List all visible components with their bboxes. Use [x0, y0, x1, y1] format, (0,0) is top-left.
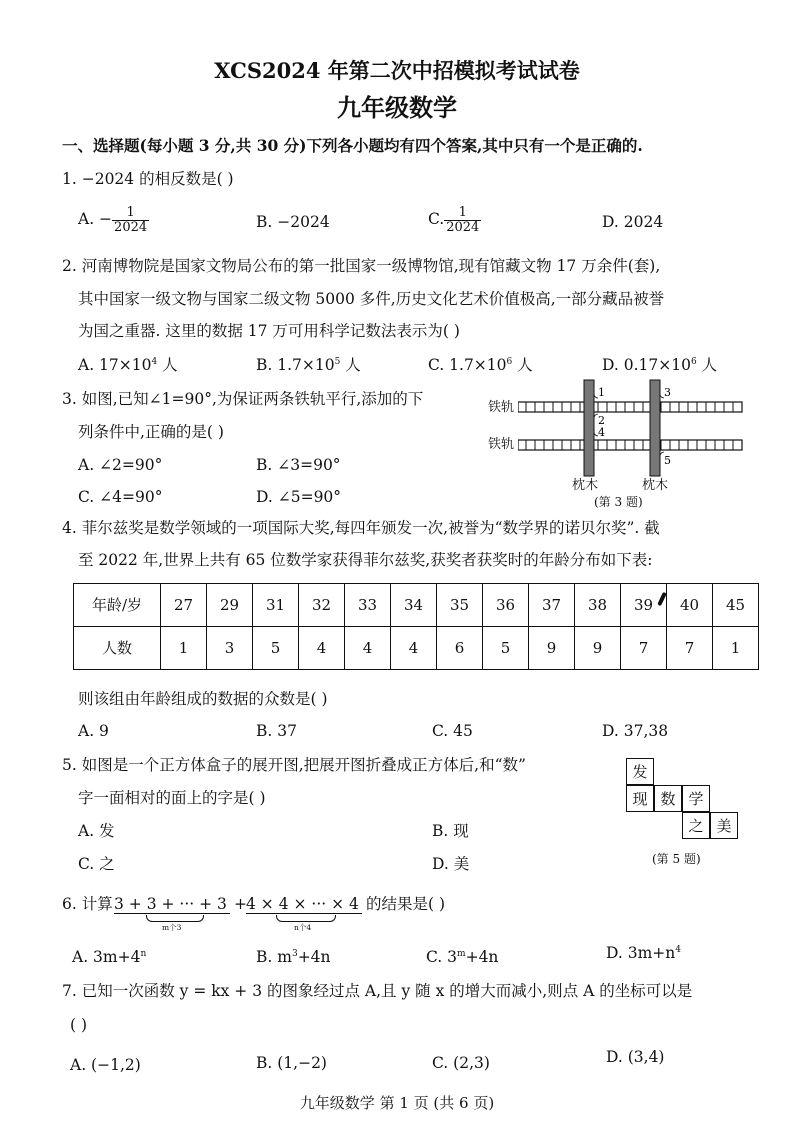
- sleeper-right: [650, 380, 660, 476]
- q5-option-d: D. 美: [432, 855, 470, 873]
- q4-question: 则该组由年龄组成的数据的众数是( ): [78, 690, 328, 708]
- q6-option-d: D. $3m+n^4$: [606, 944, 681, 962]
- net-cell-shu: 数: [654, 785, 682, 812]
- exam-title: XCS2024 年第二次中招模拟考试试卷: [214, 58, 580, 83]
- q6-sum-brace: [146, 915, 204, 922]
- q7-line2: ( ): [70, 1016, 88, 1034]
- table-header-age: 年龄/岁: [74, 584, 161, 627]
- q6-prod-count: n个4: [294, 923, 312, 932]
- table-row-count: [74, 627, 759, 670]
- angle-label-3: 3: [664, 386, 671, 399]
- q2-line3: 为国之重器. 这里的数据 17 万可用科学记数法表示为( ): [78, 322, 460, 340]
- table-cell: 32: [299, 584, 345, 627]
- q3-option-b: B. ∠3=90°: [256, 456, 341, 474]
- q4-option-b: B. 37: [256, 722, 297, 740]
- q2-line1: 2. 河南博物院是国家文物局公布的第一批国家一级博物馆,现有馆藏文物 17 万余件(套),: [62, 257, 661, 275]
- table-cell: 4: [345, 627, 391, 670]
- sleeper-label-right: 枕木: [642, 478, 669, 493]
- q1-option-a: A. − $\frac{1}{2024}$: [78, 205, 148, 235]
- q5-option-a: A. 发: [78, 822, 115, 840]
- q2-option-b: B. $1.7\times 10^5$ 人: [256, 356, 361, 374]
- q2-line2: 其中国家一级文物与国家二级文物 5000 多件,历史文化艺术价值极高,一部分藏品被誉: [78, 290, 665, 308]
- q1-option-c: C. $\frac{1}{2024}$: [428, 205, 480, 235]
- q7-option-a: A. (−1,2): [70, 1056, 141, 1074]
- table-cell: 4: [391, 627, 437, 670]
- angle-label-5: 5: [664, 454, 671, 467]
- rail-label-bottom: 铁轨: [488, 437, 515, 452]
- table-cell: 4: [299, 627, 345, 670]
- q5-line1: 5. 如图是一个正方体盒子的展开图,把展开图折叠成正方体后,和“数”: [62, 756, 526, 774]
- railway-diagram: [518, 378, 744, 478]
- table-cell: 9: [575, 627, 621, 670]
- angle-label-4: 4: [598, 426, 605, 439]
- table-cell: 33: [345, 584, 391, 627]
- net-cell-xue: 学: [682, 785, 710, 812]
- q6-prod-expr: 4 × 4 × ··· × 4: [246, 895, 359, 913]
- q6-sum-expr: 3 + 3 + ··· + 3: [114, 895, 227, 913]
- q3-line1: 3. 如图,已知∠1=90°,为保证两条铁轨平行,添加的下: [62, 390, 424, 408]
- q6-prefix: 6. 计算: [62, 895, 113, 913]
- q2-option-c: C. $1.7\times 10^6$ 人: [428, 356, 533, 374]
- q7-option-b: B. (1,−2): [256, 1054, 327, 1072]
- net-cell-fa: 发: [626, 758, 654, 785]
- q3-line2: 列条件中,正确的是( ): [78, 423, 224, 441]
- table-cell: 6: [437, 627, 483, 670]
- q7-option-d: D. (3,4): [606, 1048, 665, 1066]
- q3-option-c: C. ∠4=90°: [78, 488, 163, 506]
- q1-option-b: B. −2024: [256, 213, 330, 231]
- figure3-caption: (第 3 题): [594, 495, 643, 509]
- table-cell: 7: [667, 627, 713, 670]
- q4-option-c: C. 45: [432, 722, 473, 740]
- table-cell: 1: [161, 627, 207, 670]
- table-cell: 5: [483, 627, 529, 670]
- net-cell-xian: 现: [626, 785, 654, 812]
- table-cell: 1: [713, 627, 759, 670]
- q5-option-b: B. 现: [432, 822, 469, 840]
- angle-label-2: 2: [598, 414, 605, 427]
- q6-option-a: A. $3m+4^n$: [72, 948, 147, 966]
- sleeper-left: [584, 380, 594, 476]
- table-cell: 9: [529, 627, 575, 670]
- table-cell: 29: [207, 584, 253, 627]
- table-header-count: 人数: [74, 627, 161, 670]
- table-cell: 7: [621, 627, 667, 670]
- q2-option-d: D. $0.17\times 10^6$ 人: [602, 356, 718, 374]
- net-cell-mei: 美: [710, 812, 738, 839]
- q3-option-d: D. ∠5=90°: [256, 488, 342, 506]
- table-cell: 40: [667, 584, 713, 627]
- rail-track-top: [518, 402, 742, 412]
- net-cell-zhi: 之: [682, 812, 710, 839]
- q1-stem: 1. −2024 的相反数是( ): [62, 170, 234, 188]
- q6-suffix: 的结果是( ): [366, 895, 446, 913]
- q4-option-d: D. 37,38: [602, 722, 669, 740]
- q6-sum-underline: [114, 913, 230, 914]
- table-cell: 45: [713, 584, 759, 627]
- table-cell: 3: [207, 627, 253, 670]
- q6-plus: +: [234, 895, 247, 913]
- q7-line1: 7. 已知一次函数 y = kx + 3 的图象经过点 A,且 y 随 x 的增大而减小,则点 A 的坐标可以是: [62, 982, 693, 1000]
- q4-line1: 4. 菲尔兹奖是数学领域的一项国际大奖,每四年颁发一次,被誉为“数学界的诺贝尔奖”. 截: [62, 519, 660, 537]
- rail-track-bottom: [518, 440, 742, 450]
- table-cell: 38: [575, 584, 621, 627]
- q3-option-a: A. ∠2=90°: [78, 456, 163, 474]
- table-cell: 36: [483, 584, 529, 627]
- q6-prod-brace: [276, 915, 336, 922]
- q4-option-a: A. 9: [78, 722, 109, 740]
- table-cell: 31: [253, 584, 299, 627]
- figure5-caption: (第 5 题): [652, 852, 701, 866]
- q5-line2: 字一面相对的面上的字是( ): [78, 789, 266, 807]
- q6-sum-count: m个3: [162, 923, 182, 932]
- table-cell: 39: [621, 584, 667, 627]
- age-distribution-table: [73, 583, 759, 670]
- q4-line2: 至 2022 年,世界上共有 65 位数学家获得菲尔兹奖,获奖者获奖时的年龄分布如下表:: [78, 551, 653, 569]
- table-cell: 37: [529, 584, 575, 627]
- q6-option-b: B. $m^3+4n$: [256, 948, 331, 966]
- sleeper-label-left: 枕木: [572, 478, 599, 493]
- q6-option-c: C. $3^m+4n$: [426, 948, 499, 966]
- rail-label-top: 铁轨: [488, 400, 515, 415]
- table-row-age: [74, 584, 759, 627]
- table-cell: 35: [437, 584, 483, 627]
- q7-option-c: C. (2,3): [432, 1054, 490, 1072]
- page-footer: 九年级数学 第 1 页 (共 6 页): [299, 1094, 495, 1112]
- angle-label-1: 1: [598, 386, 605, 399]
- exam-subtitle: 九年级数学: [337, 93, 457, 122]
- table-cell: 5: [253, 627, 299, 670]
- q1-option-d: D. 2024: [602, 213, 664, 231]
- q6-prod-underline: [246, 913, 362, 914]
- section-heading: 一、选择题(每小题 3 分,共 30 分)下列各小题均有四个答案,其中只有一个是正确的.: [62, 136, 643, 155]
- table-cell: 27: [161, 584, 207, 627]
- q5-option-c: C. 之: [78, 855, 115, 873]
- q2-option-a: A. $17\times 10^4$ 人: [78, 356, 178, 374]
- table-cell: 34: [391, 584, 437, 627]
